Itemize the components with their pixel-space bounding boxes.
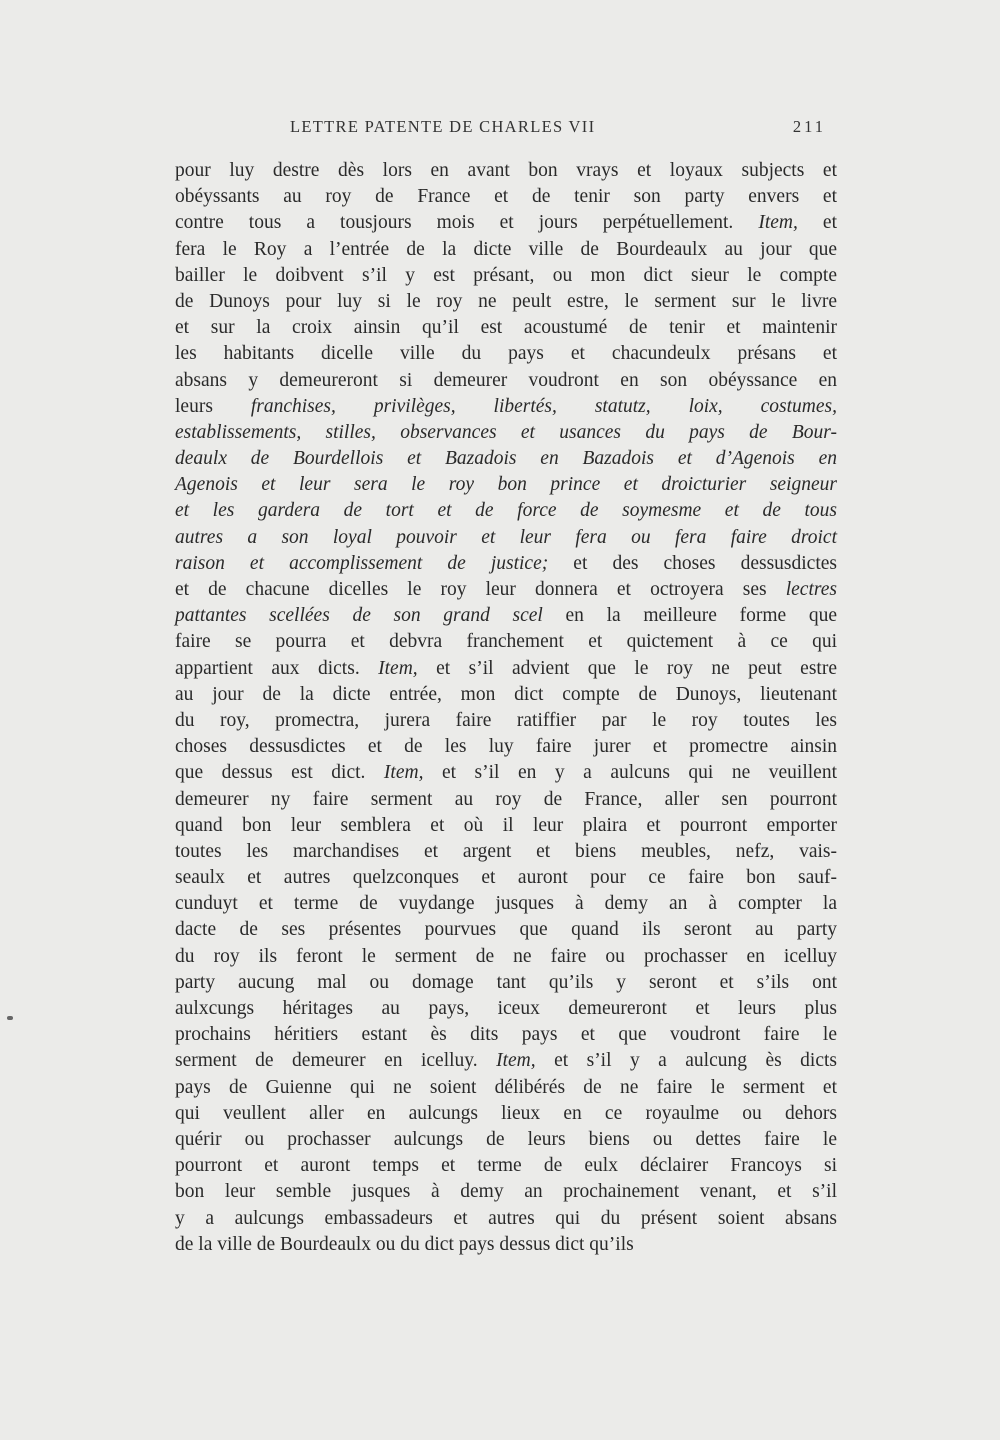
text-segment: contre tous a tousjours mois et jours perpétuellement.: [175, 212, 759, 234]
text-line: [175, 184, 837, 210]
text-line: [175, 315, 837, 341]
margin-mark: [7, 1016, 13, 1020]
text-line: [175, 368, 837, 394]
text-segment: et s’il advient que le roy ne peut estre: [417, 657, 837, 679]
text-segment: cunduyt et terme de vuydange jusques à demy an à compter la: [175, 893, 837, 915]
text-segment: faire se pourra et debvra franchement et quictement à ce qui: [175, 631, 837, 653]
text-line: [175, 1153, 837, 1179]
text-segment: appartient aux dicts.: [175, 657, 379, 679]
text-segment: choses dessusdictes et de les luy faire jurer et promectre ainsin: [175, 736, 837, 758]
text-line: [175, 472, 837, 498]
text-line: [175, 1206, 837, 1232]
text-line: [175, 1022, 837, 1048]
text-segment: dacte de ses présentes pourvues que quand ils seront au party: [175, 919, 837, 941]
text-line: [175, 1232, 837, 1258]
text-segment: y a aulcungs embassadeurs et autres qui du présent soient absans: [175, 1207, 837, 1229]
italic-text: Item,: [378, 657, 418, 679]
text-segment: leurs: [175, 395, 251, 417]
text-segment: les habitants dicelle ville du pays et chacundeulx présans et: [175, 343, 837, 365]
text-line: [175, 525, 837, 551]
text-line: [175, 656, 837, 682]
text-segment: obéyssants au roy de France et de tenir son party envers et: [175, 186, 837, 208]
text-segment: et s’il en y a aulcuns qui ne veuillent: [423, 762, 838, 784]
text-segment: serment de demeurer en icelluy.: [175, 1050, 497, 1072]
text-line: [175, 289, 837, 315]
text-segment: et: [797, 212, 837, 234]
text-segment: quand bon leur semblera et où il leur plaira et pourront emporter: [175, 814, 837, 836]
text-line: [175, 577, 837, 603]
text-segment: aulxcungs héritages au pays, iceux demeureront et leurs plus: [175, 998, 837, 1019]
text-segment: au jour de la dicte entrée, mon dict compte de Dunoys, lieutenant: [175, 683, 837, 705]
text-line: [175, 839, 837, 865]
text-segment: seaulx et autres quelzconques et auront pour ce faire bon sauf-: [175, 867, 837, 889]
text-segment: absans y demeureront si demeurer voudront en son obéyssance en: [175, 369, 837, 391]
text-line: [175, 1127, 837, 1153]
running-title: LETTRE PATENTE DE CHARLES VII: [290, 117, 596, 136]
text-segment: pays de Guienne qui ne soient délibérés de ne faire le serment et: [175, 1076, 837, 1098]
text-segment: quérir ou prochasser aulcungs de leurs biens ou dettes faire le: [175, 1128, 837, 1150]
italic-text: Agenois et leur sera le roy bon prince et droicturier seigneur: [175, 474, 837, 496]
text-line: [175, 734, 837, 760]
italic-text: et les gardera de tort et de force de soymesme et de tous: [175, 500, 837, 522]
text-line: [175, 1101, 837, 1127]
text-segment: qui veullent aller en aulcungs lieux en ce royaulme ou dehors: [175, 1102, 837, 1124]
text-segment: fera le Roy a l’entrée de la dicte ville de Bourdeaulx au jour que: [175, 238, 837, 260]
text-line: [175, 682, 837, 708]
text-line: [175, 891, 837, 917]
text-segment: et des choses dessusdictes: [548, 552, 837, 574]
text-segment: de la ville de Bourdeaulx ou du dict pays dessus dict qu’ils: [175, 1233, 634, 1255]
text-line: [175, 708, 837, 734]
text-line: [175, 1048, 837, 1074]
text-line: [175, 498, 837, 524]
text-line: [175, 446, 837, 472]
text-segment: de Dunoys pour luy si le roy ne peult estre, le serment sur le livre: [175, 290, 837, 312]
text-line: [175, 813, 837, 839]
text-line: [175, 787, 837, 813]
page-header: [290, 117, 840, 143]
text-line: [175, 760, 837, 786]
text-line: [175, 551, 837, 577]
italic-text: raison et accomplissement de justice;: [175, 552, 549, 574]
text-line: [175, 1075, 837, 1101]
text-segment: bon leur semble jusques à demy an prochainement venant, et s’il: [175, 1181, 837, 1203]
text-segment: toutes les marchandises et argent et biens meubles, nefz, vais-: [175, 840, 837, 862]
italic-text: franchises, privilèges, libertés, statutz, loix, costumes,: [250, 395, 837, 417]
italic-text: establissements, stilles, observances et usances du pays de Bour-: [175, 421, 837, 443]
italic-text: pattantes scellées de son grand scel: [175, 605, 543, 627]
text-line: [175, 341, 837, 367]
text-segment: demeurer ny faire serment au roy de France, aller sen pourront: [175, 788, 837, 810]
text-segment: du roy ils feront le serment de ne faire ou prochasser en icelluy: [175, 945, 837, 967]
text-segment: party aucung mal ou domage tant qu’ils y seront et s’ils ont: [175, 971, 837, 993]
text-line: [175, 603, 837, 629]
text-line: [175, 944, 837, 970]
text-line: [175, 629, 837, 655]
text-line: [175, 917, 837, 943]
text-segment: en la meilleure forme que: [542, 605, 838, 627]
italic-text: Item,: [496, 1050, 536, 1072]
text-line: [175, 996, 837, 1022]
italic-text: deaulx de Bourdellois et Bazadois en Bazadois et d’Agenois en: [175, 448, 837, 470]
italic-text: Item,: [383, 762, 424, 784]
text-segment: du roy, promectra, jurera faire ratiffier par le roy toutes les: [175, 709, 837, 731]
text-segment: pourront et auront temps et terme de eulx déclairer Francoys si: [175, 1155, 837, 1177]
text-line: [175, 865, 837, 891]
italic-text: lectres: [785, 579, 837, 600]
text-segment: pour luy destre dès lors en avant bon vrays et loyaux subjects et: [175, 160, 837, 181]
text-segment: bailler le doibvent s’il y est présant, ou mon dict sieur le compte: [175, 264, 837, 286]
text-segment: et de chacune dicelles le roy leur donnera et octroyera ses: [175, 579, 786, 600]
text-segment: et sur la croix ainsin qu’il est acoustumé de tenir et maintenir: [175, 317, 837, 339]
text-segment: que dessus est dict.: [175, 762, 384, 784]
text-segment: prochains héritiers estant ès dits pays et que voudront faire le: [175, 1024, 837, 1046]
text-line: [175, 1179, 837, 1205]
italic-text: autres a son loyal pouvoir et leur fera ou fera faire droict: [175, 526, 837, 548]
italic-text: Item,: [758, 212, 798, 234]
text-line: [175, 210, 837, 236]
text-segment: et s’il y a aulcung ès dicts: [535, 1050, 837, 1072]
text-line: [175, 420, 837, 446]
text-line: [175, 263, 837, 289]
text-line: [175, 394, 837, 420]
text-line: [175, 158, 837, 184]
text-line: [175, 237, 837, 263]
body-text: [175, 158, 837, 1258]
page-number: 211: [792, 117, 826, 136]
text-line: [175, 970, 837, 996]
